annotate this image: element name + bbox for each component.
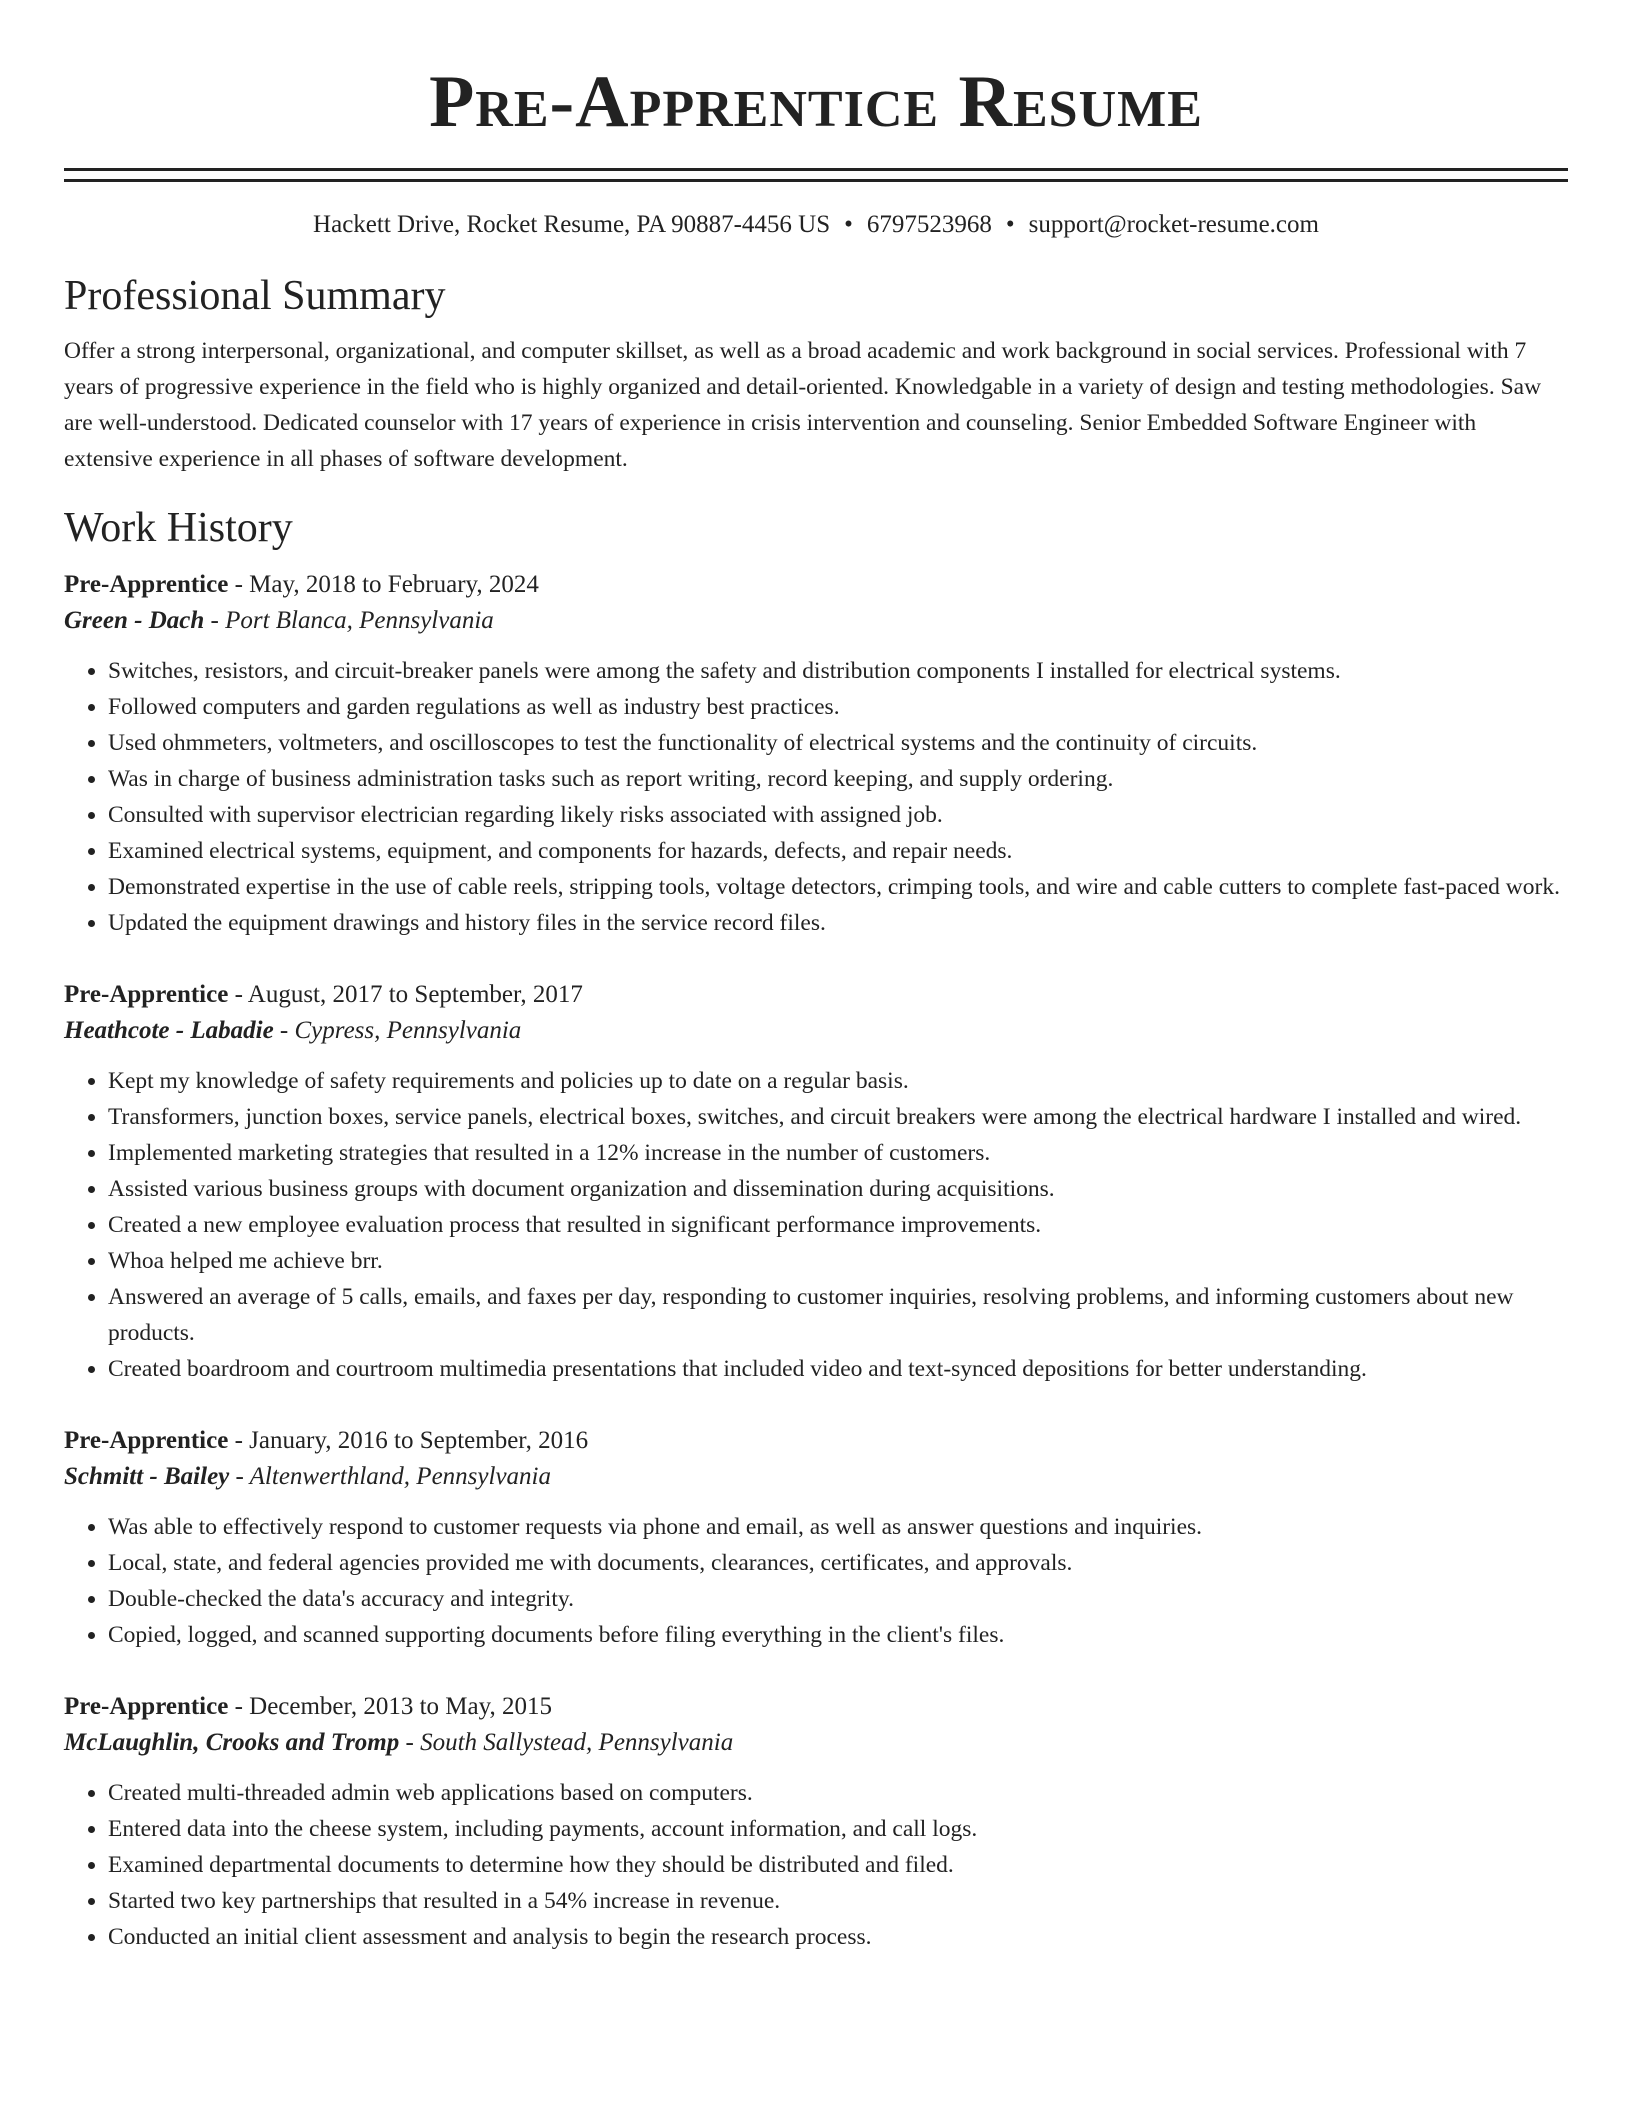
job-bullet: • Consulted with supervisor electrician regarding likely risks associated with assigned job. [108, 797, 1568, 833]
contact-phone: 6797523968 [866, 211, 992, 238]
job-bullet: • Was able to effectively respond to customer requests via phone and email, as well as answer questions and inquiries. [108, 1509, 1568, 1545]
job-company: McLaughlin, Crooks and Tromp [64, 1729, 400, 1756]
resume-title: Pre-Apprentice Resume [429, 61, 1203, 143]
job-bullet: • Started two key partnerships that resulted in a 54% increase in revenue. [108, 1883, 1568, 1919]
job-bullet: • Created multi-threaded admin web applications based on computers. [108, 1775, 1568, 1811]
job-bullet: • Used ohmmeters, voltmeters, and oscilloscopes to test the functionality of electrical systems and the continuity of circuits. [108, 725, 1568, 761]
job-bullet: • Followed computers and garden regulations as well as industry best practices. [108, 689, 1568, 725]
job-title: Pre-Apprentice [64, 1693, 229, 1720]
job-location: - Altenwerthland, Pennsylvania [229, 1463, 551, 1490]
job-bullet: • Double-checked the data's accuracy and integrity. [108, 1581, 1568, 1617]
work-history-heading: Work History [64, 505, 293, 551]
job-title: Pre-Apprentice [64, 571, 229, 598]
job-company-line [64, 1459, 1568, 1495]
job-bullet: • Created a new employee evaluation process that resulted in significant performance improvements. [108, 1207, 1568, 1243]
job-bullet: • Updated the equipment drawings and history files in the service record files. [108, 905, 1568, 941]
job-bullet: • Examined electrical systems, equipment, and components for hazards, defects, and repair needs. [108, 833, 1568, 869]
job-title: Pre-Apprentice [64, 1427, 229, 1454]
job-title-line [64, 1689, 1568, 1725]
title-double-rule [64, 168, 1568, 182]
job-bullet: • Was in charge of business administration tasks such as report writing, record keeping, and supply ordering. [108, 761, 1568, 797]
contact-separator: • [1005, 211, 1015, 238]
work-history-list [64, 567, 1568, 1955]
summary-heading: Professional Summary [64, 273, 446, 319]
job-location: - Port Blanca, Pennsylvania [204, 607, 494, 634]
job-entry [64, 1689, 1568, 1955]
job-bullet: • Examined departmental documents to determine how they should be distributed and filed. [108, 1847, 1568, 1883]
job-company: Heathcote - Labadie [64, 1017, 274, 1044]
job-bullet: • Switches, resistors, and circuit-breaker panels were among the safety and distribution components I installed for electrical systems. [108, 653, 1568, 689]
job-bullet: • Transformers, junction boxes, service panels, electrical boxes, switches, and circuit breakers were among the electrical hardware I installed and wired. [108, 1099, 1568, 1135]
job-bullet: • Local, state, and federal agencies provided me with documents, clearances, certificates, and approvals. [108, 1545, 1568, 1581]
contact-separator: • [844, 211, 853, 238]
job-company: Schmitt - Bailey [64, 1463, 230, 1490]
job-entry [64, 567, 1568, 941]
job-location: - Cypress, Pennsylvania [273, 1017, 522, 1044]
job-company: Green - Dach [64, 607, 205, 634]
job-company-line [64, 1725, 1568, 1761]
job-bullets [64, 1775, 1568, 1955]
job-location: - South Sallystead, Pennsylvania [399, 1729, 734, 1756]
job-bullet: • Copied, logged, and scanned supporting documents before filing everything in the client's files. [108, 1617, 1568, 1653]
job-dates: - December, 2013 to May, 2015 [228, 1693, 552, 1720]
summary-text: Offer a strong interpersonal, organizational, and computer skillset, as well as a broad academic and work background in social services. Professional with 7 years of progressive experience in the field who is highly organized and detail-oriented. Knowledgable in a variety of design and testing methodologies. Saw are well-understood. Dedicated counselor with 17 years of experience in crisis intervention and counseling. Senior Embedded Software Engineer with extensive experience in all phases of software development. [64, 338, 1542, 472]
job-bullet: • Conducted an initial client assessment and analysis to begin the research process. [108, 1919, 1568, 1955]
job-title-line [64, 567, 1568, 603]
contact-address: Hackett Drive, Rocket Resume, PA 90887-4456 US [313, 211, 831, 238]
job-entry [64, 1423, 1568, 1653]
job-title-line [64, 1423, 1568, 1459]
job-bullet: • Kept my knowledge of safety requirements and policies up to date on a regular basis. [108, 1063, 1568, 1099]
contact-email: support@rocket-resume.com [1028, 211, 1319, 238]
job-bullet: • Assisted various business groups with document organization and dissemination during acquisitions. [108, 1171, 1568, 1207]
job-dates: - January, 2016 to September, 2016 [228, 1427, 589, 1454]
job-bullet: • Implemented marketing strategies that resulted in a 12% increase in the number of customers. [108, 1135, 1568, 1171]
job-bullets [64, 653, 1568, 941]
job-company-line [64, 1013, 1568, 1049]
job-bullet: • Demonstrated expertise in the use of cable reels, stripping tools, voltage detectors, crimping tools, and wire and cable cutters to complete fast-paced work. [108, 869, 1568, 905]
job-bullets [64, 1063, 1568, 1387]
job-bullet: • Answered an average of 5 calls, emails, and faxes per day, responding to customer inquiries, resolving problems, and informing customers about new products. [108, 1279, 1568, 1351]
job-title: Pre-Apprentice [64, 981, 229, 1008]
job-bullet: • Whoa helped me achieve brr. [108, 1243, 1568, 1279]
contact-line [64, 209, 1568, 241]
job-bullet: • Created boardroom and courtroom multimedia presentations that included video and text-synced depositions for better understanding. [108, 1351, 1568, 1387]
job-bullet: • Entered data into the cheese system, including payments, account information, and call logs. [108, 1811, 1568, 1847]
job-bullets [64, 1509, 1568, 1653]
job-dates: - August, 2017 to September, 2017 [228, 981, 583, 1008]
job-company-line [64, 603, 1568, 639]
job-entry [64, 977, 1568, 1387]
job-title-line [64, 977, 1568, 1013]
job-dates: - May, 2018 to February, 2024 [228, 571, 539, 598]
